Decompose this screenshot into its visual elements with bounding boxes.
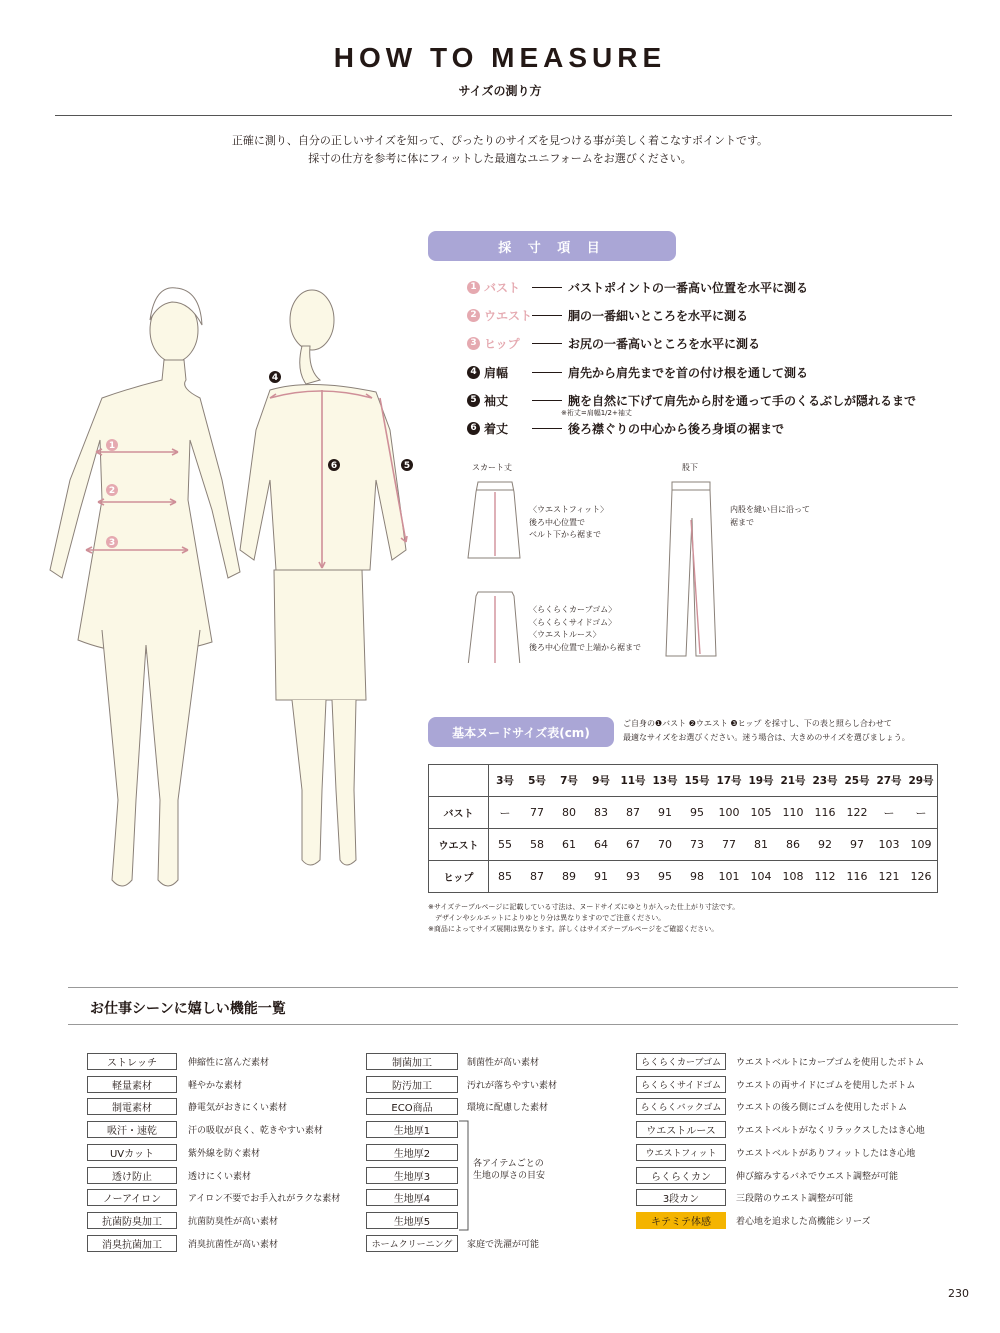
feature-tag: 生地厚4 [366, 1189, 458, 1206]
measure-items-header: 採 寸 項 目 [428, 231, 676, 261]
cell: 86 [777, 829, 809, 861]
table-footnotes: ※サイズテーブルページに記載している寸法は、ヌードサイズにゆとりが入った仕上がり寸法です。 デザインやシルエットによりゆとり分は異なりますのでご注意ください。 ※商品によってサイズ展開は異なります。詳しくはサイズテーブルページをご確認ください。 [428, 903, 740, 933]
cell: 109 [905, 829, 938, 861]
col-header: 9号 [585, 765, 617, 797]
cell: 58 [521, 829, 553, 861]
body-illustration [40, 280, 440, 900]
dash-line [532, 315, 562, 316]
row-label: バスト [429, 797, 489, 829]
cell: 91 [649, 797, 681, 829]
intro-text: 正確に測り、自分の正しいサイズを知って、ぴったりのサイズを見つける事が美しく着こなすポイントです。 [231, 134, 769, 147]
cell: 97 [841, 829, 873, 861]
cell: 87 [617, 797, 649, 829]
cell: ー [905, 797, 938, 829]
feature-tag: 消臭抗菌加工 [87, 1235, 177, 1252]
page-number: 230 [948, 1287, 969, 1300]
feature-tag: 3段カン [636, 1189, 726, 1206]
col-header: 15号 [681, 765, 713, 797]
feature-desc: 着心地を追求した高機能シリーズ [736, 1216, 871, 1227]
cell: ー [489, 797, 522, 829]
sleeve-note: ※裄丈=肩幅1/2+袖丈 [561, 409, 632, 417]
feature-tag: ストレッチ [87, 1053, 177, 1070]
measure-label: 袖丈 [484, 393, 509, 408]
col-header: 17号 [713, 765, 745, 797]
feature-desc: 汗の吸収が良く、乾きやすい素材 [188, 1126, 323, 1137]
col-header: 25号 [841, 765, 873, 797]
feature-desc: ウエストベルトがなくリラックスしたはき心地 [736, 1126, 925, 1137]
measure-desc: 肩先から肩先までを首の付け根を通して測る [568, 365, 809, 380]
measure-label: ヒップ [484, 336, 520, 351]
measure-desc: 後ろ襟ぐりの中心から後ろ身頃の裾まで [568, 421, 785, 436]
measure-desc: 胴の一番細いところを水平に測る [568, 308, 749, 323]
feature-tag: 防汚加工 [366, 1076, 458, 1093]
cell: 83 [585, 797, 617, 829]
feature-tag: 抗菌防臭加工 [87, 1212, 177, 1229]
divider [68, 987, 958, 988]
divider [55, 115, 952, 116]
feature-desc: 制菌性が高い素材 [467, 1058, 540, 1068]
col-header: 11号 [617, 765, 649, 797]
cell: 81 [745, 829, 777, 861]
cell: 93 [617, 861, 649, 893]
features-title: お仕事シーンに嬉しい機能一覧 [90, 1001, 286, 1017]
feature-tag: 吸汗・速乾 [87, 1121, 177, 1138]
measure-row-hip [467, 335, 760, 351]
table-row [429, 829, 938, 861]
feature-desc: ウエストベルトがありフィットしたはき心地 [736, 1148, 916, 1159]
feature-tag: 生地厚2 [366, 1144, 458, 1161]
dash-line [532, 428, 562, 429]
feature-tag: 透け防止 [87, 1167, 177, 1184]
cell: 95 [649, 861, 681, 893]
thickness-bracket [458, 1120, 474, 1232]
measure-label: 着丈 [484, 421, 509, 436]
num-badge: 1 [467, 281, 480, 294]
feature-tag: らくらくカーブゴム [636, 1053, 726, 1070]
cell: 70 [649, 829, 681, 861]
feature-tag: 制菌加工 [366, 1053, 458, 1070]
feature-tag: 軽量素材 [87, 1076, 177, 1093]
feature-desc: 伸び縮みするバネでウエスト調整が可能 [736, 1171, 899, 1182]
feature-tag: キテミテ体感 [636, 1212, 726, 1229]
measure-row-length [467, 420, 784, 436]
cell: 89 [553, 861, 585, 893]
measure-label: バスト [484, 280, 521, 295]
measure-desc: お尻の一番高いところを水平に測る [568, 336, 761, 351]
cell: 92 [809, 829, 841, 861]
cell: 110 [777, 797, 809, 829]
marker-6: 6 [330, 461, 338, 471]
feature-tag: ウエストルース [636, 1121, 726, 1138]
table-header-row [429, 765, 938, 797]
feature-desc: 透けにくい素材 [188, 1171, 252, 1182]
intro-text: 採寸の仕方を参考に体にフィットした最適なユニフォームをお選びください。 [308, 152, 692, 165]
num-badge: 6 [467, 422, 480, 435]
feature-desc: 汚れが落ちやすい素材 [467, 1080, 558, 1091]
feature-desc: 抗菌防臭性が高い素材 [188, 1216, 279, 1227]
col-header: 7号 [553, 765, 585, 797]
skirt-fit-note: 〈ウエストフィット〉 後ろ中心位置で ベルト下から裾まで [529, 505, 609, 539]
cell: 61 [553, 829, 585, 861]
cell: ー [873, 797, 905, 829]
cell: 116 [841, 861, 873, 893]
feature-desc: ウエストの後ろ側にゴムを使用したボトム [736, 1103, 908, 1114]
feature-desc: 軽やかな素材 [188, 1080, 243, 1091]
size-table [428, 764, 938, 893]
row-label: ヒップ [429, 861, 489, 893]
col-header: 27号 [873, 765, 905, 797]
num-badge: 5 [467, 394, 480, 407]
cell: 108 [777, 861, 809, 893]
skirt-length-title: スカート丈 [472, 463, 512, 472]
feature-tag: 生地厚5 [366, 1212, 458, 1229]
num-badge: 2 [467, 309, 480, 322]
cell: 103 [873, 829, 905, 861]
feature-desc: 消臭抗菌性が高い素材 [188, 1239, 279, 1250]
cell: 67 [617, 829, 649, 861]
corner-cell [429, 765, 489, 797]
feature-desc: 紫外線を防ぐ素材 [188, 1148, 261, 1159]
measure-row-bust [467, 279, 808, 295]
col-header: 13号 [649, 765, 681, 797]
feature-tag: ホームクリーニング [366, 1235, 458, 1252]
cell: 87 [521, 861, 553, 893]
feature-tag: 生地厚3 [366, 1167, 458, 1184]
feature-desc: アイロン不要でお手入れがラクな素材 [188, 1194, 341, 1205]
feature-tag: UVカット [87, 1144, 177, 1161]
skirt-elastic-note: 〈らくらくカーブゴム〉 〈らくらくサイドゴム〉 〈ウエストルース〉 後ろ中心位置で上端から裾まで [529, 605, 641, 652]
feature-tag: 生地厚1 [366, 1121, 458, 1138]
dash-line [532, 400, 562, 401]
measure-desc: バストポイントの一番高い位置を水平に測る [568, 280, 809, 295]
cell: 85 [489, 861, 522, 893]
dash-line [532, 287, 562, 288]
inseam-title: 股下 [682, 463, 698, 472]
col-header: 21号 [777, 765, 809, 797]
cell: 116 [809, 797, 841, 829]
cell: 73 [681, 829, 713, 861]
cell: 55 [489, 829, 522, 861]
cell: 100 [713, 797, 745, 829]
measure-row-sleeve [467, 392, 916, 408]
col-header: 5号 [521, 765, 553, 797]
feature-tag: らくらくカン [636, 1167, 726, 1184]
cell: 121 [873, 861, 905, 893]
divider [68, 1024, 958, 1025]
num-badge: 4 [467, 366, 480, 379]
cell: 104 [745, 861, 777, 893]
cell: 77 [521, 797, 553, 829]
table-row [429, 797, 938, 829]
cell: 126 [905, 861, 938, 893]
feature-tag: らくらくサイドゴム [636, 1076, 726, 1093]
cell: 77 [713, 829, 745, 861]
col-header: 19号 [745, 765, 777, 797]
cell: 95 [681, 797, 713, 829]
cell: 122 [841, 797, 873, 829]
page-title: HOW TO MEASURE [333, 42, 667, 73]
feature-tag: ノーアイロン [87, 1189, 177, 1206]
cell: 101 [713, 861, 745, 893]
feature-desc: 三段階のウエスト調整が可能 [736, 1194, 854, 1205]
feature-tag: らくらくバックゴム [636, 1098, 726, 1115]
dash-line [532, 343, 562, 344]
dash-line [532, 372, 562, 373]
cell: 112 [809, 861, 841, 893]
col-header: 29号 [905, 765, 938, 797]
feature-tag: ウエストフィット [636, 1144, 726, 1161]
marker-5: 5 [403, 461, 411, 471]
thickness-desc: 各アイテムごとの 生地の厚さの目安 [473, 1159, 546, 1181]
table-row [429, 861, 938, 893]
marker-2: 2 [108, 486, 116, 496]
measure-label: 肩幅 [484, 365, 509, 380]
measure-label: ウエスト [484, 308, 533, 323]
cell: 91 [585, 861, 617, 893]
feature-tag: ECO商品 [366, 1098, 458, 1115]
feature-desc: 静電気がおきにくい素材 [188, 1103, 288, 1114]
feature-desc: 家庭で洗濯が可能 [467, 1239, 540, 1250]
marker-4: 4 [271, 373, 279, 383]
nude-size-note: ご自身の❶バスト ❷ウエスト ❸ヒップ を採寸し、下の表と照らし合わせて 最適なサイズをお選びください。迷う場合は、大きめのサイズを選びましょう。 [623, 719, 910, 742]
cell: 98 [681, 861, 713, 893]
num-badge: 3 [467, 337, 480, 350]
marker-1: 1 [108, 441, 116, 451]
nude-size-header: 基本ヌードサイズ表(cm) [428, 717, 614, 747]
measure-row-waist [467, 307, 748, 323]
feature-desc: ウエストの両サイドにゴムを使用したボトム [736, 1080, 916, 1091]
pants-note: 内股を縫い目に沿って 裾まで [730, 505, 810, 527]
feature-tag: 制電素材 [87, 1098, 177, 1115]
col-header: 23号 [809, 765, 841, 797]
feature-desc: 環境に配慮した素材 [467, 1103, 549, 1114]
measure-row-shoulder [467, 364, 808, 380]
page-subtitle: サイズの測り方 [458, 84, 542, 98]
row-label: ウエスト [429, 829, 489, 861]
cell: 80 [553, 797, 585, 829]
feature-desc: 伸縮性に富んだ素材 [188, 1058, 270, 1068]
cell: 105 [745, 797, 777, 829]
feature-desc: ウエストベルトにカーブゴムを使用したボトム [736, 1058, 925, 1068]
measure-desc: 腕を自然に下げて肩先から肘を通って手のくるぶしが隠れるまで [568, 393, 917, 408]
cell: 64 [585, 829, 617, 861]
col-header: 3号 [489, 765, 522, 797]
marker-3: 3 [108, 538, 116, 548]
